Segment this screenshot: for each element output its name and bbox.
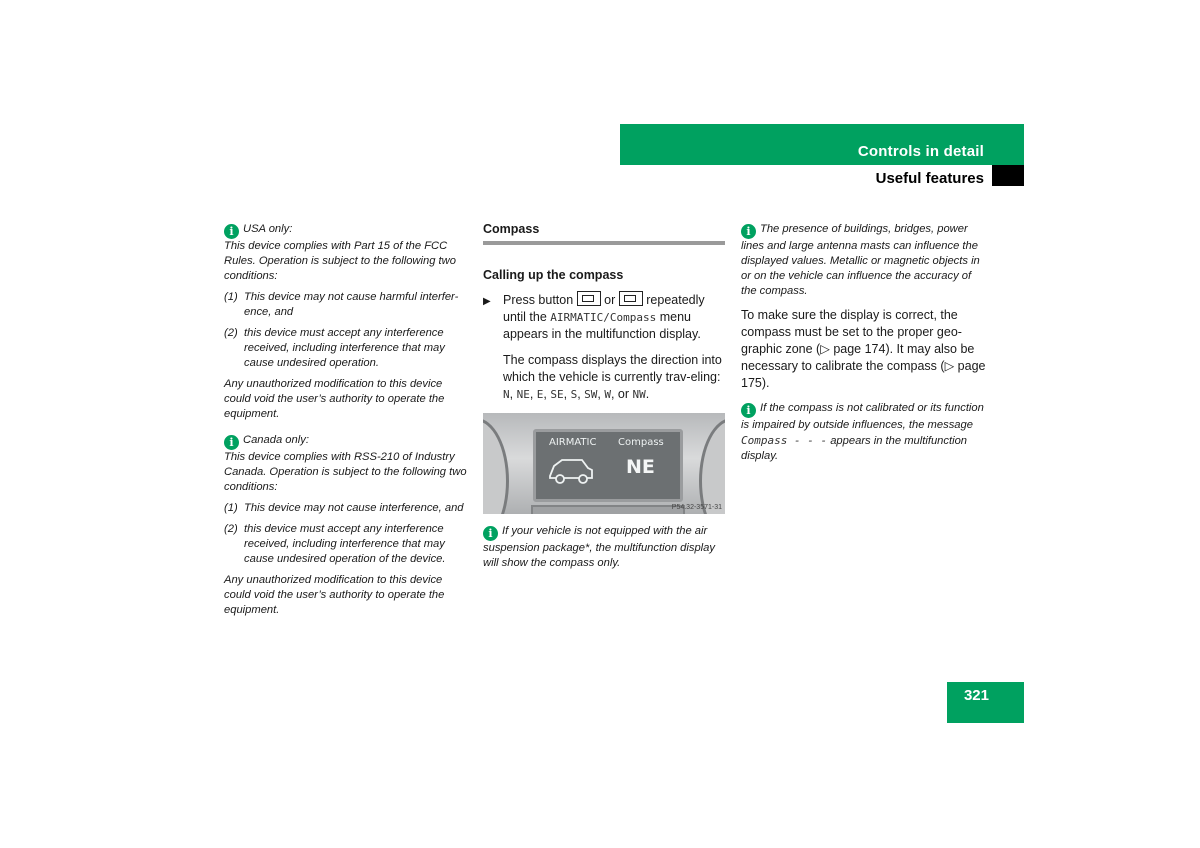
gauge-left <box>483 418 509 514</box>
note-air-suspension: i If your vehicle is not equipped with the air suspension package*, the multifunction display will show the compass only. <box>483 525 715 569</box>
page-ref[interactable]: page 174 <box>833 342 886 356</box>
display-screen <box>533 429 683 502</box>
note-footer: Any unauthorized modification to this device could void the user’s authority to operate the equipment. <box>224 378 445 420</box>
subsection-title: Calling up the compass <box>483 268 624 282</box>
note-canada <box>224 433 470 618</box>
vehicle-icon <box>548 456 594 486</box>
list-item: (1) This device may not cause harmful interfer-ence, and <box>224 291 459 318</box>
note-heading: USA only: <box>243 223 293 235</box>
note-heading: Canada only: <box>243 434 309 446</box>
compass-direction: NE <box>626 456 655 478</box>
column-left <box>224 222 470 618</box>
page-number: 321 <box>963 687 989 704</box>
page-ref[interactable]: page 175 <box>741 359 986 390</box>
message-code: Compass - - - <box>741 434 828 447</box>
menu-name: AIRMATIC/Compass <box>550 311 657 324</box>
info-icon: i <box>741 224 756 239</box>
note-usa <box>224 222 470 422</box>
column-right <box>741 222 986 464</box>
note-intro: This device complies with Part 15 of the FCC Rules. Operation is subject to the following two conditions: <box>224 240 456 282</box>
list-item: (2) this device must accept any interference received, including interference that may cause undesired operation of the device. <box>224 523 446 565</box>
chapter-title: Controls in detail <box>857 143 984 160</box>
info-icon: i <box>483 526 498 541</box>
multifunction-display-image <box>483 413 725 514</box>
note-footer: Any unauthorized modification to this device could void the user’s authority to operate the equipment. <box>224 574 445 616</box>
column-middle <box>483 222 725 571</box>
list-item: (2) this device must accept any interference received, including interference that may cause undesired operation. <box>224 327 445 369</box>
list-item: (1) This device may not cause interference, and <box>224 502 464 514</box>
info-icon: i <box>741 403 756 418</box>
display-label-right: Compass <box>618 437 664 448</box>
note-intro: This device complies with RSS-210 of Industry Canada. Operation is subject to the following two conditions: <box>224 451 467 493</box>
note-interference: i The presence of buildings, bridges, power lines and large antenna masts can influence the displayed values. Metallic or magnetic objects in or on the vehicle can influence the accuracy of the compass. <box>741 223 980 297</box>
section-title: Compass <box>483 222 725 245</box>
gauge-right <box>699 418 725 514</box>
info-icon: i <box>224 224 239 239</box>
page-ref-icon: ▷ <box>820 342 834 356</box>
header-marker <box>992 165 1024 186</box>
display-button-icon <box>577 291 601 306</box>
note-calibration: i If the compass is not calibrated or its function is impaired by outside influences, the message Compass - - - appears in the multifunction display. <box>741 402 984 462</box>
section-subtitle: Useful features <box>875 170 984 187</box>
instruction-step: ▶ Press button or repeatedly until the AIRMATIC/Compass menu appears in the multifunction display. <box>483 293 705 341</box>
display-label-left: AIRMATIC <box>549 437 597 448</box>
image-code: P54.32-3571-31 <box>671 504 722 511</box>
page-ref-icon: ▷ <box>944 359 958 373</box>
lower-panel <box>531 505 685 514</box>
triangle-bullet-icon: ▶ <box>483 296 491 307</box>
info-icon: i <box>224 435 239 450</box>
display-button-icon <box>619 291 643 306</box>
compass-description: The compass displays the direction into which the vehicle is currently trav-eling: N, NE, E, SE, S, SW, W, or NW. <box>503 353 722 401</box>
calibration-paragraph: To make sure the display is correct, the compass must be set to the proper geo-graphic zone (▷ page 174). It may also be necessary to calibrate the compass (▷ page 175). <box>741 308 986 390</box>
